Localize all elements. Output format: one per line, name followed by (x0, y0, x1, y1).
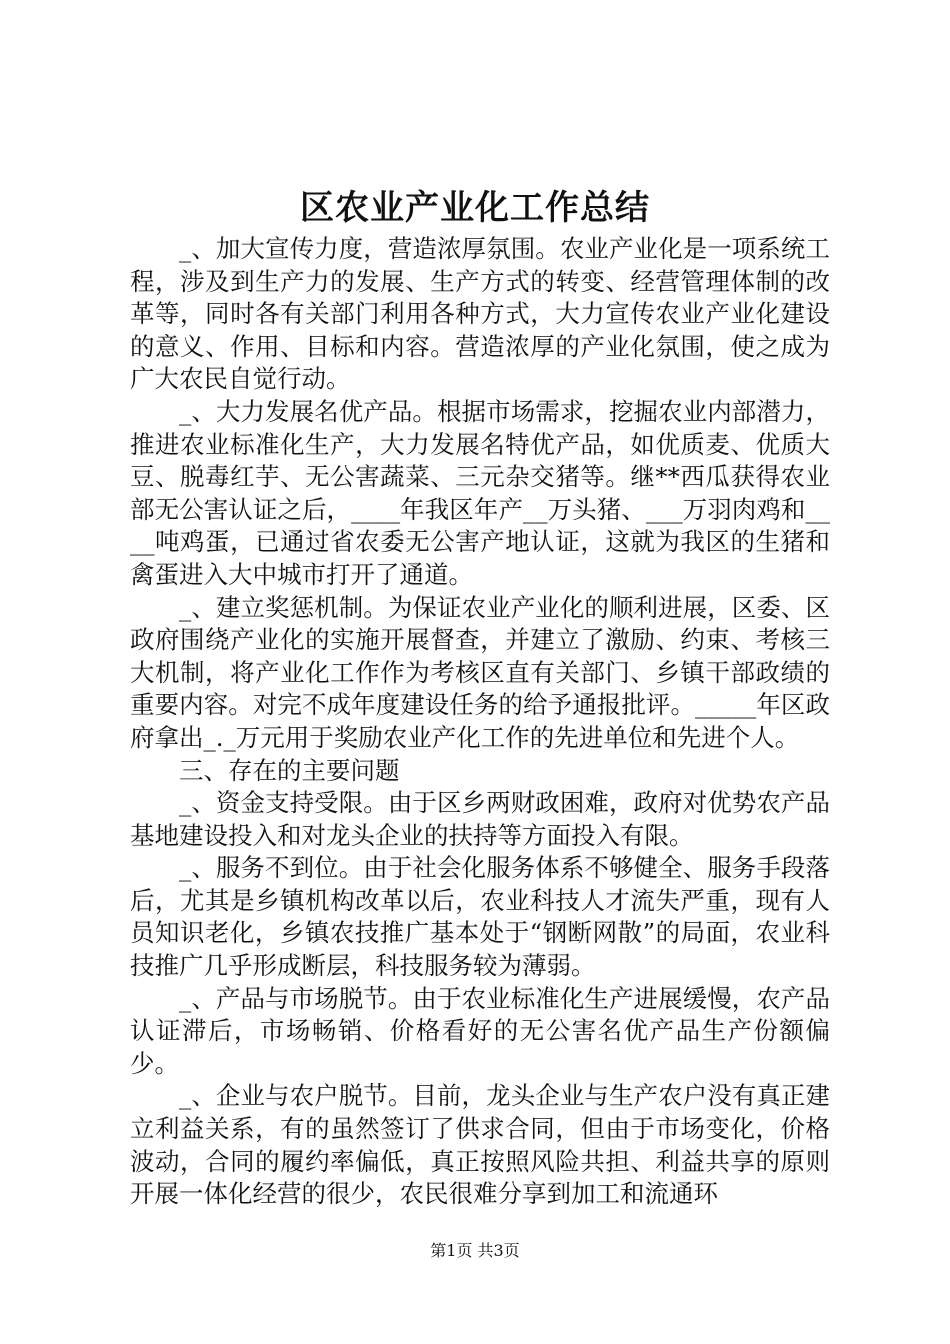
paragraph-funding: _、资金支持受限。由于区乡两财政困难，政府对优势农产品基地建设投入和对龙头企业的扶持等方面投入有限。 (130, 788, 830, 850)
paragraph-enterprise-farmers: _、企业与农户脱节。目前，龙头企业与生产农户没有真正建立利益关系，有的虽然签订了供求合同，但由于市场变化，价格波动，合同的履约率偏低，真正按照风险共担、利益共享的原则开展一体化经营的很少，农民很难分享到加工和流通环 (130, 1081, 830, 1209)
paragraph-incentive-mechanism: _、建立奖惩机制。为保证农业产业化的顺利进展，区委、区政府围绕产业化的实施开展督查，并建立了激励、约束、考核三大机制，将产业化工作作为考核区直有关部门、乡镇干部政绩的重要内容。对完不成年度建设任务的给予通报批评。_____年区政府拿出_._万元用于奖励农业产化工作的先进单位和先进个人。 (130, 592, 830, 752)
paragraph-quality-products: _、大力发展名优产品。根据市场需求，挖掘农业内部潜力，推进农业标准化生产，大力发展名特优产品，如优质麦、优质大豆、脱毒红芋、无公害蔬菜、三元杂交猪等。继**西瓜获得农业部无公害认证之后，____年我区年产__万头猪、___万羽肉鸡和____吨鸡蛋，已通过省农委无公害产地认证，这就为我区的生猪和禽蛋进入大中城市打开了通道。 (130, 396, 830, 589)
section-heading-problems: 三、存在的主要问题 (179, 755, 400, 785)
document-body (130, 233, 830, 1211)
page-number-footer: 第1页 共3页 (430, 1241, 520, 1260)
paragraph-publicity: _、加大宣传力度，营造浓厚氛围。农业产业化是一项系统工程，涉及到生产力的发展、生产方式的转变、经营管理体制的改革等，同时各有关部门利用各种方式，大力宣传农业产业化建设的意义、作用、目标和内容。营造浓厚的产业化氛围，使之成为广大农民自觉行动。 (130, 234, 830, 394)
document-title: 区农业产业化工作总结 (300, 188, 650, 228)
paragraph-services: _、服务不到位。由于社会化服务体系不够健全、服务手段落后，尤其是乡镇机构改革以后，农业科技人才流失严重，现有人员知识老化，乡镇农技推广基本处于“钢断网散”的局面，农业科技推广几乎形成断层，科技服务较为薄弱。 (130, 853, 830, 981)
paragraph-product-market: _、产品与市场脱节。由于农业标准化生产进展缓慢，农产品认证滞后，市场畅销、价格看好的无公害名优产品生产份额偏少。 (130, 983, 830, 1078)
